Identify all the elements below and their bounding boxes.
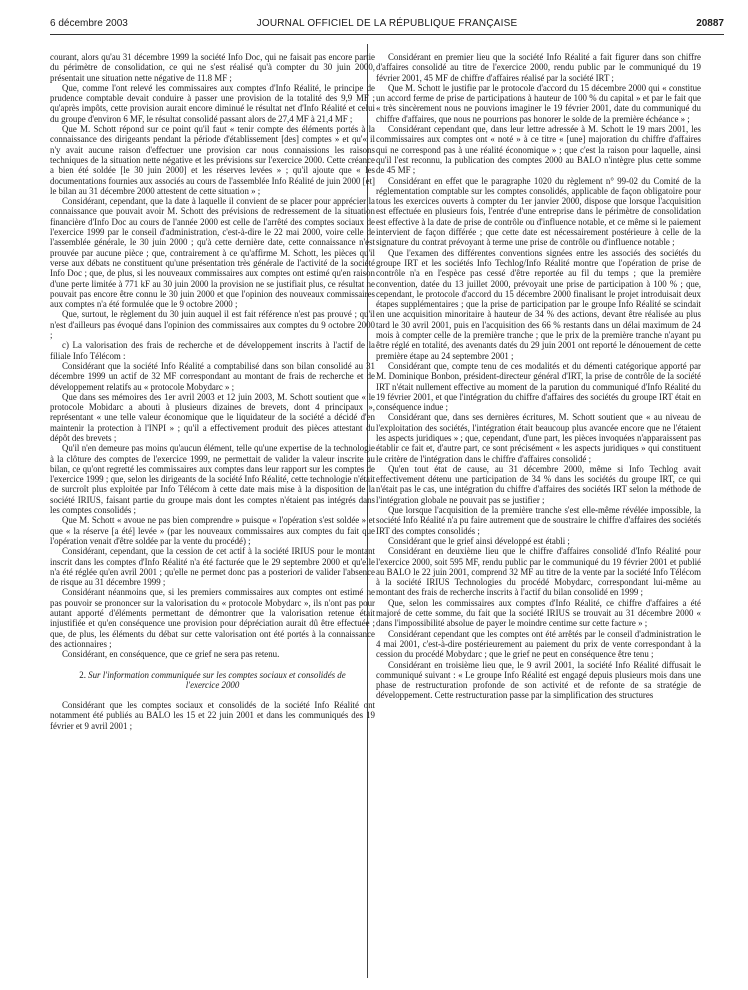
paragraph: Que M. Schott le justifie par le protocole d'accord du 15 décembre 2000 qui « constitue un accord ferme de prise de participations à hauteur de 100 % du capital » et par le fait que « très sincèrement nous ne pouvions imaginer le 19 février 2001, date du communiqué du chiffre d'affaires, que nous ne pourrions pas honorer le solde de la première échéance » ; bbox=[376, 82, 701, 124]
paragraph: Considérant néanmoins que, si les premiers commissaires aux comptes ont estimé ne pas pouvoir se prononcer sur la valorisation du « protocole Mobydarc », ils n'ont pas pour autant apporté d'éléments permettant de démontrer que la valorisation retenue était injustifiée et qu'en conséquence une provision pour dépréciation aurait dû être effectuée ; que, de plus, les éléments du débat sur cette valorisation ont été portés à la connaissance des actionnaires ; bbox=[50, 587, 375, 649]
paragraph: Considérant que, dans ses dernières écritures, M. Schott soutient que « au niveau de l'exploitation des sociétés, l'intégration était beaucoup plus avancée encore que ne l'étaient les aspects juridiques » ; que, cependant, d'une part, les pièces invoquées n'apparaissent pas établir ce fait et, d'autre part, ce sont précisément « les aspects juridiques » qui constituent le critère de l'intégration dans le chiffre d'affaires consolidé ; bbox=[376, 412, 701, 464]
paragraph: Qu'il n'en demeure pas moins qu'aucun élément, telle qu'une expertise de la technologie à la clôture des comptes de l'exercice 1999, ne permettait de valider la valeur inscrite au bilan, ce qu'ont regretté les commissaires aux comptes dans leur rapport sur les comptes de l'exercice 1999 ; que, selon les dirigeants de la société Info Réalité, cette technologie n'était de surcroît plus exploitée par Info Télécom à cette date mais mise à la disposition de la société IRIUS, faisant partie du groupe mais dont les comptes n'étaient pas intégrés dans les comptes consolidés ; bbox=[50, 443, 375, 516]
paragraph: Que, comme l'ont relevé les commissaires aux comptes d'Info Réalité, le principe de prudence comptable devait conduire à passer une provision de la totalité des 9,9 MF ; qu'après impôts, cette provision aurait encore diminué le résultat net d'Info Réalité et celui du groupe d'environ 6 MF, le résultat consolidé passant alors de 27,4 MF à 21,4 MF ; bbox=[50, 82, 375, 124]
paragraph: Considérant en premier lieu que la société Info Réalité a fait figurer dans son chiffre d'affaires consolidé au titre de l'exercice 2000, rendu public par le communiqué du 19 février 2001, 45 MF de chiffre d'affaires réalisé par la société IRT ; bbox=[376, 52, 701, 83]
paragraph: Que dans ses mémoires des 1er avril 2003 et 12 juin 2003, M. Schott soutient que « le protocole Mobidarc a abouti à plusieurs dizaines de brevets, dont 4 principaux », représentant « une telle valeur économique que le liquidateur de la société a décidé d'en maintenir la protection à l'INPI » ; qu'il a effectivement produit des pièces attestant du dépôt des brevets ; bbox=[50, 391, 375, 443]
paragraph: Considérant que, compte tenu de ces modalités et du démenti catégorique apporté par M. Dominique Bonbon, président-directeur général d'IRT, la prise de contrôle de la société IRT n'était nullement effective au moment de la parution du communiqué d'Info Réalité du 19 février 2001, et que l'intégration du chiffre d'affaires des sociétés du groupe IRT était en conséquence indue ; bbox=[376, 360, 701, 413]
paragraph: Considérant en effet que le paragraphe 1020 du règlement n° 99-02 du Comité de la réglementation comptable sur les comptes consolidés, applicable de façon obligatoire pour tous les exercices ouverts à compter du 1er janvier 2000, dispose que lorsque l'acquisition est effectuée en plusieurs fois, l'entrée d'une entreprise dans le périmètre de consolidation est effective à la date de prise de contrôle ou d'influence notable, et ce même si le paiement intervient de façon différée ; que cette date est nécessairement postérieure à celle de la signature du contrat prévoyant à terme une prise de contrôle ou d'influence notable ; bbox=[376, 175, 701, 248]
paragraph: Que, selon les commissaires aux comptes d'Info Réalité, ce chiffre d'affaires a été majoré de cette somme, du fait que la société IRIUS se trouvait au 31 décembre 2000 « dans l'impossibilité absolue de payer le moindre centime sur cette facture » ; bbox=[376, 597, 701, 629]
paragraph: Qu'en tout état de cause, au 31 décembre 2000, même si Info Techlog avait effectivement détenu une participation de 34 % dans les sociétés du groupe IRT, ce qui n'était pas le cas, une intégration du chiffre d'affaires des sociétés IRT selon la méthode de l'intégration globale ne pouvait pas se justifier ; bbox=[376, 463, 701, 505]
paragraph: courant, alors qu'au 31 décembre 1999 la société Info Doc, qui ne faisait pas encore partie du périmètre de consolidation, ce qui ne s'est réalisé qu'à compter du 30 juin 2000, présentait une situation nette négative de 11.8 MF ; bbox=[50, 52, 375, 83]
left-column bbox=[50, 52, 375, 731]
paragraph: Que M. Schott « avoue ne pas bien comprendre » puisque « l'opération s'est soldée » et que « la réserve [a été] levée » (par les nouveaux commissaires aux comptes du fait que l'opération venait d'être soldée par la vente du procédé) ; bbox=[50, 515, 375, 546]
paragraph: Considérant que le grief ainsi développé est établi ; bbox=[388, 535, 570, 546]
paragraph: Que, surtout, le règlement du 30 juin auquel il est fait référence n'est pas prouvé ; qu'il n'est d'ailleurs pas évoqué dans l'opinion des commissaires aux comptes du 9 octobre 2000 ; bbox=[50, 309, 375, 341]
section-heading bbox=[50, 670, 375, 691]
paragraph: Considérant, cependant, que la date à laquelle il convient de se placer pour apprécier la connaissance que pouvait avoir M. Schott des prévisions de redressement de la situation financière d'Info Doc au cours de l'année 2000 est celle de l'arrêté des comptes sociaux de l'exercice 1999 par le conseil d'administration, c'est-à-dire le 22 mai 2000, voire celle de l'assemblée générale, le 30 juin 2000 ; qu'à cette dernière date, cette connaissance n'est prouvée par aucune pièce ; que, contrairement à ce qu'affirme M. Schott, les pièces qu'il verse aux débats ne constituent qu'une présentation très générale de l'activité de la société Info Doc ; que, de plus, si les nouveaux commissaires aux comptes ont estimé qu'en raison d'une perte limitée à 771 kF au 30 juin 2000 la provision ne se justifiait plus, ce résultat ne pouvait pas encore être connu le 30 juin 2000 et que l'opinion des nouveaux commissaires aux comptes n'a été formulée que le 9 octobre 2000 ; bbox=[50, 196, 375, 310]
header-page-number: 20887 bbox=[696, 18, 724, 29]
header-journal-title: JOURNAL OFFICIEL DE LA RÉPUBLIQUE FRANÇAISE bbox=[256, 18, 518, 29]
right-column bbox=[376, 52, 701, 701]
paragraph: Considérant, en conséquence, que ce grief ne sera pas retenu. bbox=[62, 649, 280, 660]
paragraph: Considérant que la société Info Réalité a comptabilisé dans son bilan consolidé au 31 décembre 1999 un actif de 32 MF correspondant au montant de frais de recherche et de développement relatifs au « protocole Mobydarc » ; bbox=[50, 360, 375, 392]
paragraph: Que lorsque l'acquisition de la première tranche s'est elle-même révélée impossible, la société Info Réalité n'a pu faire autrement que de soustraire le chiffre d'affaires des sociétés IRT des comptes consolidés ; bbox=[376, 505, 701, 536]
paragraph: Considérant cependant que les comptes ont été arrêtés par le conseil d'administration le 4 mai 2001, c'est-à-dire postérieurement au paiement du prix de vente correspondant à la cession du procédé Mobydarc ; que le grief ne peut en conséquence être tenu ; bbox=[376, 628, 701, 660]
page-header bbox=[50, 18, 724, 35]
section-heading-number: 2. bbox=[79, 669, 86, 680]
paragraph: Considérant que les comptes sociaux et consolidés de la société Info Réalité ont notamment été publiés au BALO les 15 et 22 juin 2001 et dans les communiqués des 19 février et 9 avril 2001 ; bbox=[50, 700, 375, 731]
paragraph: Considérant en deuxième lieu que le chiffre d'affaires consolidé d'Info Réalité pour l'exercice 2000, soit 595 MF, rendu public par le communiqué du 19 février 2001 et publié au BALO le 22 juin 2001, comprend 32 MF au titre de la vente par la société Info Télécom à la société IRIUS Technologies du procédé Mobydarc, correspondant lui-même au montant des frais de recherche inscrits à l'actif du bilan consolidé en 1999 ; bbox=[376, 546, 701, 598]
header-date: 6 décembre 2003 bbox=[50, 18, 128, 29]
paragraph: Considérant en troisième lieu que, le 9 avril 2001, la société Info Réalité diffusait le communiqué suivant : « Le groupe Info Réalité est engagé depuis plusieurs mois dans une phase de restructuration profonde de son activité et de refonte de sa stratégie de développement. Cette restructuration passe par la simplification des structures bbox=[376, 659, 701, 701]
section-heading-text: Sur l'information communiquée sur les comptes sociaux et consolidés de l'exercice 2000 bbox=[88, 669, 346, 690]
paragraph: Que l'examen des différentes conventions signées entre les associés des sociétés du groupe IRT et les sociétés Info Techlog/Info Réalité montre que l'opération de prise de contrôle n'a en l'espèce pas cessé d'être reportée au fil du temps ; que la première convention, datée du 13 juillet 2000, prévoyait une prise de participation à 100 % ; que, cependant, le protocole d'accord du 15 décembre 2000 finalisant le projet introduisait deux étapes supplémentaires ; que la prise de participation par le groupe Info Réalité se scindait en une acquisition minoritaire à hauteur de 34 % des actions, devant être réalisée au plus tard le 30 avril 2001, puis en l'acquisition des 66 % restants dans un délai maximum de 24 mois à compter celle de la première tranche ; que le prix de la première tranche n'ayant pu être réglé en totalité, des avenants datés du 29 juin 2001 ont reporté le dénouement de cette première étape au 24 septembre 2001 ; bbox=[376, 247, 701, 361]
paragraph: Que M. Schott répond sur ce point qu'il faut « tenir compte des éléments portés à la connaissance des dirigeants pendant la période d'établissement [des] comptes » et qu'« il n'y avait aucune raison d'effectuer une provision car nous connaissions les raisons techniques de la situation nette négative et les prévisions sur l'exercice 2000. Cette créance a bien été soldée [le 30 juin 2000] et les réserves levées » ; qu'il ajoute que « les documentations fournies aux associés au cours de l'assemblée Info Réalité de juin 2000 [et] le bilan au 31 décembre 2000 attestent de cette situation » ; bbox=[50, 124, 375, 196]
paragraph: c) La valorisation des frais de recherche et de développement inscrits à l'actif de la filiale Info Télécom : bbox=[50, 340, 375, 361]
paragraph: Considérant, cependant, que la cession de cet actif à la société IRIUS pour le montant inscrit dans les comptes d'Info Réalité n'a été facturée que le 29 septembre 2000 et qu'elle n'a été réglée qu'en avril 2001 ; qu'elle ne permet donc pas a posteriori de valider l'absence de risque au 31 décembre 1999 ; bbox=[50, 546, 375, 588]
paragraph: Considérant cependant que, dans leur lettre adressée à M. Schott le 19 mars 2001, les commissaires aux comptes ont « noté » à ce titre « [une] majoration du chiffre d'affaires qui ne correspond pas à une réalité économique » ; que c'est la raison pour laquelle, ainsi qu'il l'est reconnu, la publication des comptes 2000 au BALO n'intègre plus cette somme de 45 MF ; bbox=[376, 124, 701, 176]
